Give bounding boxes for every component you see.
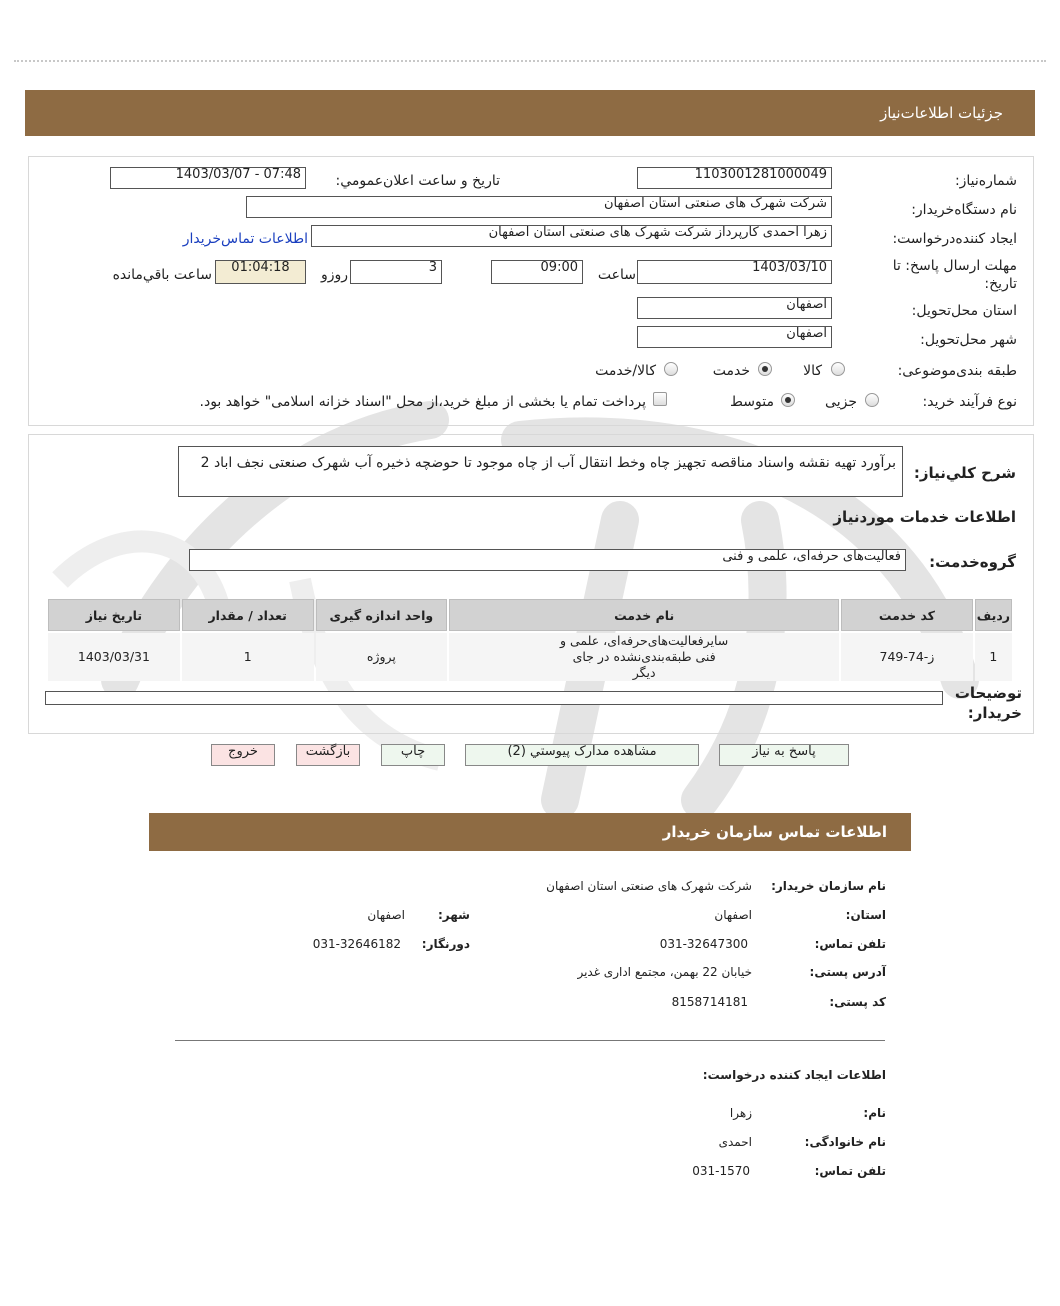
cell-code: ز-74-749 (841, 633, 973, 681)
deadline-label-date: تاريخ: (984, 276, 1017, 292)
treasury-payment-checkbox[interactable] (653, 392, 667, 406)
process-minor-radio[interactable] (865, 393, 879, 407)
deadline-time-field: 09:00 (491, 260, 583, 284)
buyer-org-field: شرکت شهرک های صنعتی استان اصفهان (246, 196, 832, 218)
service-group-label: گروه‌خدمت: (929, 553, 1016, 571)
deadline-time-label: ساعت (597, 267, 636, 283)
print-button[interactable]: چاپ (381, 744, 445, 766)
contact-province-value: اصفهان (714, 908, 752, 922)
creator-name-value: زهرا (729, 1106, 752, 1120)
days-remaining-field: 3 (350, 260, 442, 284)
process-minor-label: جزیی (825, 394, 857, 410)
process-label: نوع فرآيند خريد: (922, 394, 1017, 410)
col-unit-header: واحد اندازه گيری (316, 599, 448, 631)
deadline-label: مهلت ارسال پاسخ: تا (892, 258, 1017, 274)
category-label: طبقه بندی‌موضوعی: (897, 363, 1017, 379)
category-goods-radio[interactable] (831, 362, 845, 376)
table-row (48, 633, 1012, 681)
contact-address-value: خیابان 22 بهمن، مجتمع اداری غدیر (577, 965, 752, 979)
table-header-row (48, 599, 1012, 631)
city-field: اصفهان (637, 326, 832, 348)
buyer-org-label: نام دستگاه‌خريدار: (911, 202, 1017, 218)
attachments-button[interactable]: مشاهده مدارک پيوستي (2) (465, 744, 699, 766)
category-goods-service-radio[interactable] (664, 362, 678, 376)
col-qty-header: تعداد / مقدار (182, 599, 314, 631)
contact-city-label: شهر: (438, 908, 470, 922)
col-name-header: نام خدمت (449, 599, 839, 631)
buyer-notes-label: توضيحات خريدار: (954, 684, 1022, 722)
contact-phone-value: 031-32647300 (659, 937, 748, 951)
contact-phone-label: تلفن تماس: (814, 937, 886, 951)
contact-divider (175, 1040, 885, 1041)
days-label: روزو (320, 267, 348, 283)
col-row-header: رديف (975, 599, 1012, 631)
contact-header-bar (149, 813, 911, 851)
cell-name: سايرفعاليت‌های‌حرفه‌ای، علمی و فنی طبقه‌بندی‌نشده در جای ديگر (449, 633, 839, 681)
contact-fax-value: 031-32646182 (312, 937, 401, 951)
remaining-time-label: ساعت باقي‌مانده (112, 267, 212, 283)
contact-city-value: اصفهان (367, 908, 405, 922)
province-field: اصفهان (637, 297, 832, 319)
creator-name-label: نام: (863, 1106, 886, 1120)
services-section-title: اطلاعات خدمات موردنياز (833, 508, 1016, 526)
cell-qty: 1 (182, 633, 314, 681)
buyer-notes-field (45, 691, 943, 705)
creator-label: ايجاد کننده‌درخواست: (892, 231, 1017, 247)
category-service-radio[interactable] (758, 362, 772, 376)
col-code-header: کد خدمت (841, 599, 973, 631)
contact-address-label: آدرس پستی: (809, 965, 886, 979)
top-dotted-divider (14, 60, 1046, 62)
process-medium-label: متوسط (730, 394, 774, 410)
services-table (46, 597, 1014, 683)
back-button[interactable]: بازگشت (296, 744, 360, 766)
deadline-date-field: 1403/03/10 (637, 260, 832, 284)
city-label: شهر محل‌تحويل: (920, 332, 1017, 348)
category-goods-service-label: کالا/خدمت (595, 363, 656, 379)
announce-label: تاريخ و ساعت اعلان‌عمومي: (335, 173, 500, 189)
need-number-field: 1103001281000049 (637, 167, 832, 189)
creator-family-label: نام خانوادگی: (804, 1135, 886, 1149)
treasury-payment-note: پرداخت تمام يا بخشی از مبلغ خريد،از محل "اسناد خزانه اسلامی" خواهد بود. (199, 394, 646, 410)
creator-info-title: اطلاعات ایجاد کننده درخواست: (702, 1068, 886, 1082)
announce-field: 1403/03/07 - 07:48 (110, 167, 306, 189)
details-header-title: جزئيات اطلاعات‌نياز (880, 104, 1003, 122)
category-service-label: خدمت (712, 363, 750, 379)
process-medium-radio[interactable] (781, 393, 795, 407)
contact-postal-label: کد پستی: (829, 995, 886, 1009)
need-number-label: شماره‌نياز: (954, 173, 1017, 189)
category-goods-label: کالا (803, 363, 822, 379)
buyer-contact-link[interactable]: اطلاعات تماس‌خريدار (182, 231, 308, 247)
respond-button[interactable]: پاسخ به نياز (719, 744, 849, 766)
description-field: برآورد تهیه نقشه واسناد مناقصه تجهیز چاه وخط انتقال آب از چاه موجود تا حوضچه ذخیره آب شهرک صنعتی نجف اباد 2 (178, 446, 903, 497)
exit-button[interactable]: خروج (211, 744, 275, 766)
creator-field: زهرا احمدی کارپرداز شرکت شهرک های صنعتی استان اصفهان (311, 225, 832, 247)
creator-family-value: احمدی (718, 1135, 752, 1149)
service-group-field: فعاليت‌های حرفه‌ای، علمی و فنی (189, 549, 906, 571)
contact-org-label: نام سازمان خريدار: (771, 879, 886, 893)
contact-postal-value: 8158714181 (671, 995, 748, 1009)
contact-fax-label: دورنگار: (421, 937, 470, 951)
creator-phone-value: 031-1570 (692, 1164, 750, 1178)
col-date-header: تاريخ نياز (48, 599, 180, 631)
remaining-time-field: 01:04:18 (215, 260, 306, 284)
contact-province-label: استان: (845, 908, 886, 922)
cell-unit: پروژه (316, 633, 448, 681)
cell-row: 1 (975, 633, 1012, 681)
contact-header-title: اطلاعات تماس سازمان خريدار (662, 823, 887, 841)
creator-phone-label: تلفن تماس: (814, 1164, 886, 1178)
description-label: شرح کلي‌نياز: (913, 464, 1016, 482)
province-label: استان محل‌تحويل: (911, 303, 1017, 319)
details-header-bar (25, 90, 1035, 136)
cell-date: 1403/03/31 (48, 633, 180, 681)
contact-org-value: شرکت شهرک های صنعتی استان اصفهان (546, 879, 752, 893)
